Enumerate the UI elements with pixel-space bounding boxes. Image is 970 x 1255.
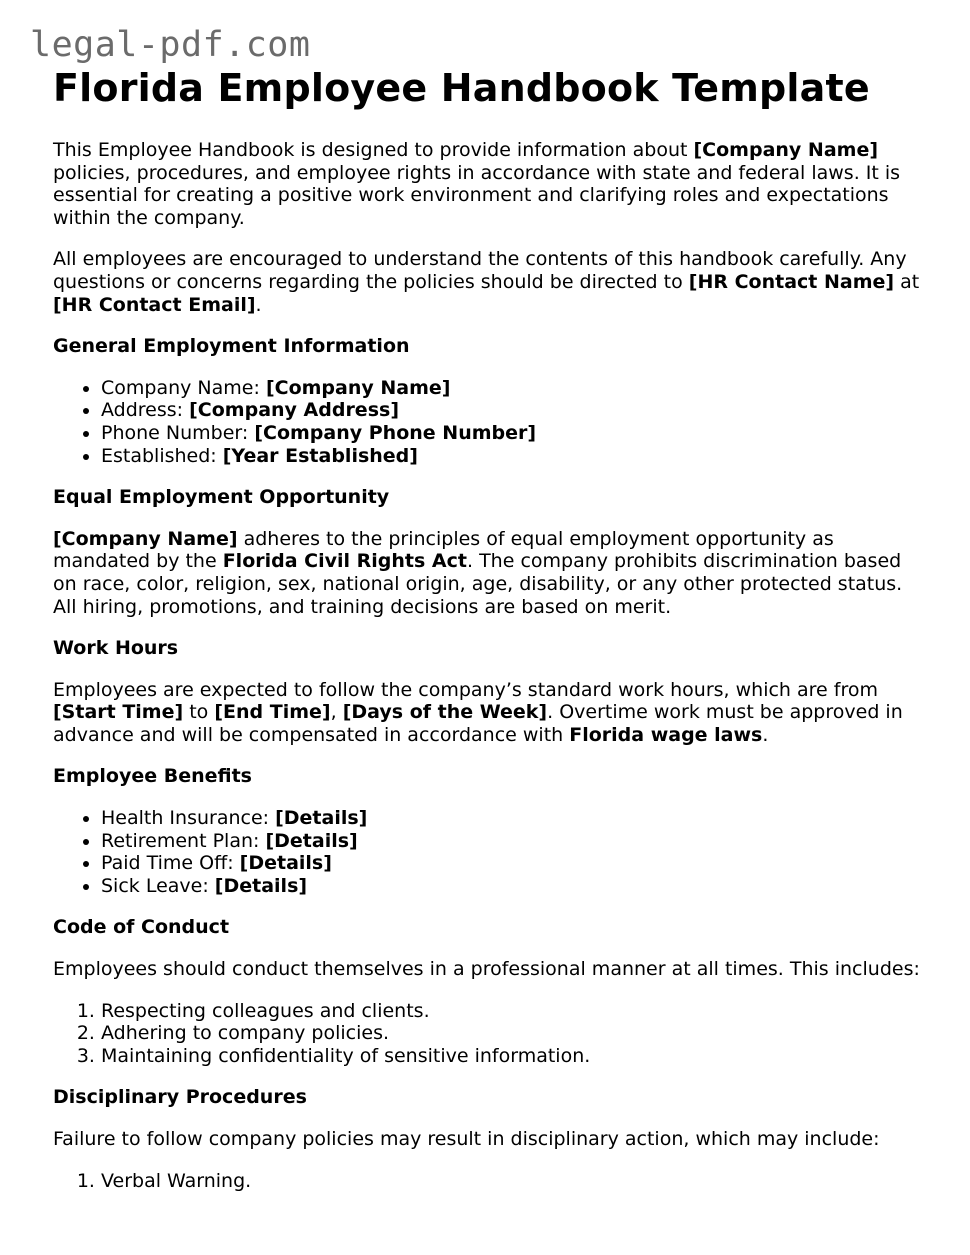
section-heading-conduct: Code of Conduct bbox=[53, 916, 230, 939]
list-item: • Sick Leave: [Details] bbox=[101, 875, 928, 898]
section-heading-benefits: Employee Benefits bbox=[53, 765, 252, 788]
section-heading-general: General Employment Information bbox=[53, 335, 410, 358]
disciplinary-list bbox=[53, 1170, 928, 1193]
hr-contact-name-placeholder: [HR Contact Name] bbox=[688, 270, 895, 293]
document-body bbox=[53, 139, 928, 1211]
intro-paragraph-1: This Employee Handbook is designed to provide information about [Company Name] policies, procedures, and employee rights in accordance with state and federal laws. It is essential for creating a positive work environment and clarifying roles and expectations within the company. bbox=[53, 139, 901, 229]
list-item: 3. Maintaining confidentiality of sensitive information. bbox=[101, 1045, 928, 1068]
section-heading-disciplinary: Disciplinary Procedures bbox=[53, 1086, 307, 1109]
benefits-list bbox=[53, 807, 928, 897]
list-item: • Phone Number: [Company Phone Number] bbox=[101, 422, 928, 445]
list-item: 2. Adhering to company policies. bbox=[101, 1022, 928, 1045]
list-item: 1. Verbal Warning. bbox=[101, 1170, 928, 1193]
list-item: • Paid Time Off: [Details] bbox=[101, 852, 928, 875]
section-heading-eeo: Equal Employment Opportunity bbox=[53, 486, 390, 509]
conduct-intro: Employees should conduct themselves in a professional manner at all times. This includes: bbox=[53, 958, 920, 981]
list-item: • Address: [Company Address] bbox=[101, 399, 928, 422]
intro-paragraph-2: All employees are encouraged to understand the contents of this handbook carefully. Any questions or concerns regarding the policies should be directed to [HR Contact Name] at [HR Contact Email]. bbox=[53, 248, 920, 316]
eeo-paragraph: [Company Name] adheres to the principles of equal employment opportunity as mandated by the Florida Civil Rights Act. The company prohibits discrimination based on race, color, religion, sex, national origin, age, disability, or any other protected status. All hiring, promotions, and training decisions are based on merit. bbox=[53, 527, 903, 618]
list-item: 1. Respecting colleagues and clients. bbox=[101, 1000, 928, 1023]
conduct-list bbox=[53, 1000, 928, 1068]
disciplinary-intro: Failure to follow company policies may result in disciplinary action, which may include: bbox=[53, 1128, 880, 1150]
hr-contact-email-placeholder: [HR Contact Email] bbox=[53, 293, 256, 316]
list-item: • Company Name: [Company Name] bbox=[101, 377, 928, 400]
list-item: • Retirement Plan: [Details] bbox=[101, 830, 928, 853]
site-watermark: legal-pdf.com bbox=[30, 25, 311, 65]
section-heading-work-hours: Work Hours bbox=[53, 637, 179, 660]
work-hours-paragraph: Employees are expected to follow the company’s standard work hours, which are from [Start Time] to [End Time], [Days of the Week]. Overtime work must be approved in advance and will be compensated in accordance with Florida wage laws. bbox=[53, 678, 903, 746]
general-info-list bbox=[53, 377, 928, 467]
list-item: • Established: [Year Established] bbox=[101, 445, 928, 468]
company-name-placeholder: [Company Name] bbox=[693, 139, 879, 161]
list-item: • Health Insurance: [Details] bbox=[101, 807, 928, 830]
page-title: Florida Employee Handbook Template bbox=[53, 66, 870, 110]
